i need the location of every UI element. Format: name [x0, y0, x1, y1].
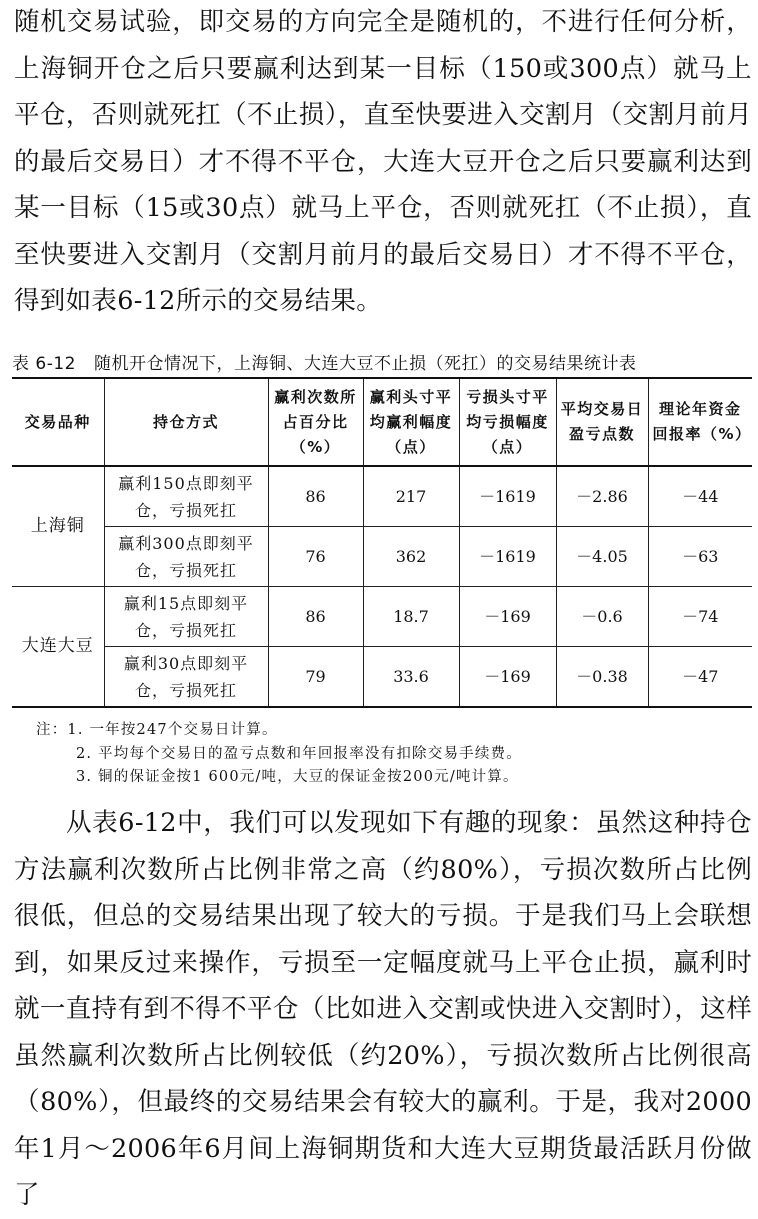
avg-profit-cell: 33.6	[363, 647, 459, 708]
intro-paragraph-text: 随机交易试验，即交易的方向完全是随机的，不进行任何分析，上海铜开仓之后只要赢利达到某一目标（150或300点）就马上平仓，否则就死扛（不止损），直至快要进入交割月（交割月前月的最后交易日）才不得不平仓，大连大豆开仓之后只要赢利达到某一目标（15或30点）就马上平仓，否则就死扛（不止损），直至快要进入交割月（交割月前月的最后交易日）才不得不平仓，得到如表6-12所示的交易结果。	[14, 7, 752, 316]
method-cell: 赢利30点即刻平仓，亏损死扛	[104, 647, 268, 708]
method-cell: 赢利150点即刻平仓，亏损死扛	[104, 466, 268, 527]
method-cell: 赢利300点即刻平仓，亏损死扛	[104, 527, 268, 587]
header-win-ratio: 赢利次数所占百分比（%）	[268, 378, 363, 466]
table-caption	[12, 349, 752, 374]
variety-cell: 大连大豆	[12, 587, 104, 708]
header-avg-daily: 平均交易日盈亏点数	[556, 378, 648, 466]
header-annual-return: 理论年资金回报率（%）	[648, 378, 752, 466]
avg-daily-cell: －4.05	[556, 527, 648, 587]
note-text: 1. 一年按247个交易日计算。	[67, 722, 278, 738]
analysis-paragraph	[14, 800, 752, 1219]
avg-profit-cell: 362	[363, 527, 459, 587]
table-row	[12, 647, 752, 708]
header-method: 持仓方式	[104, 378, 268, 466]
avg-daily-cell: －2.86	[556, 466, 648, 527]
analysis-paragraph-text: 从表6-12中，我们可以发现如下有趣的现象：虽然这种持仓方法赢利次数所占比例非常之高（约80%），亏损次数所占比例很低，但总的交易结果出现了较大的亏损。于是我们马上会联想到，如果反过来操作，亏损至一定幅度就马上平仓止损，赢利时就一直持有到不得不平仓（比如进入交割或快进入交割时），这样虽然赢利次数所占比例较低（约20%），亏损次数所占比例很高（80%），但最终的交易结果会有较大的赢利。于是，我对2000年1月～2006年6月间上海铜期货和大连大豆期货最活跃月份做了	[14, 808, 752, 1210]
annual-return-cell: －74	[648, 587, 752, 647]
win-ratio-cell: 79	[268, 647, 363, 708]
avg-daily-cell: －0.6	[556, 587, 648, 647]
avg-loss-cell: －1619	[459, 466, 556, 527]
header-variety: 交易品种	[12, 378, 104, 466]
results-table	[12, 377, 752, 708]
avg-loss-cell: －169	[459, 587, 556, 647]
header-avg-profit: 赢利头寸平均赢利幅度（点）	[363, 378, 459, 466]
annual-return-cell: －47	[648, 647, 752, 708]
avg-loss-cell: －1619	[459, 527, 556, 587]
variety-cell: 上海铜	[12, 466, 104, 587]
table-caption-number: 表 6-12	[12, 354, 76, 374]
annual-return-cell: －63	[648, 527, 752, 587]
win-ratio-cell: 86	[268, 466, 363, 527]
table-row	[12, 466, 752, 527]
table-notes	[36, 719, 756, 790]
note-text: 2. 平均每个交易日的盈亏点数和年回报率没有扣除交易手续费。	[76, 745, 522, 762]
intro-paragraph	[14, 0, 752, 325]
table-row	[12, 527, 752, 587]
note-item	[36, 743, 756, 767]
avg-loss-cell: －169	[459, 647, 556, 708]
table-caption-title: 随机开仓情况下，上海铜、大连大豆不止损（死扛）的交易结果统计表	[94, 354, 637, 374]
note-item	[36, 719, 756, 743]
method-cell: 赢利15点即刻平仓，亏损死扛	[104, 587, 268, 647]
avg-profit-cell: 18.7	[363, 587, 459, 647]
win-ratio-cell: 76	[268, 527, 363, 587]
notes-prefix: 注：	[36, 722, 68, 738]
annual-return-cell: －44	[648, 466, 752, 527]
table-header-row	[12, 378, 752, 466]
win-ratio-cell: 86	[268, 587, 363, 647]
avg-profit-cell: 217	[363, 466, 459, 527]
avg-daily-cell: －0.38	[556, 647, 648, 708]
header-avg-loss: 亏损头寸平均亏损幅度（点）	[459, 378, 556, 466]
table-row	[12, 587, 752, 647]
note-item	[36, 766, 756, 790]
note-text: 3. 铜的保证金按1 600元/吨，大豆的保证金按200元/吨计算。	[76, 769, 519, 785]
